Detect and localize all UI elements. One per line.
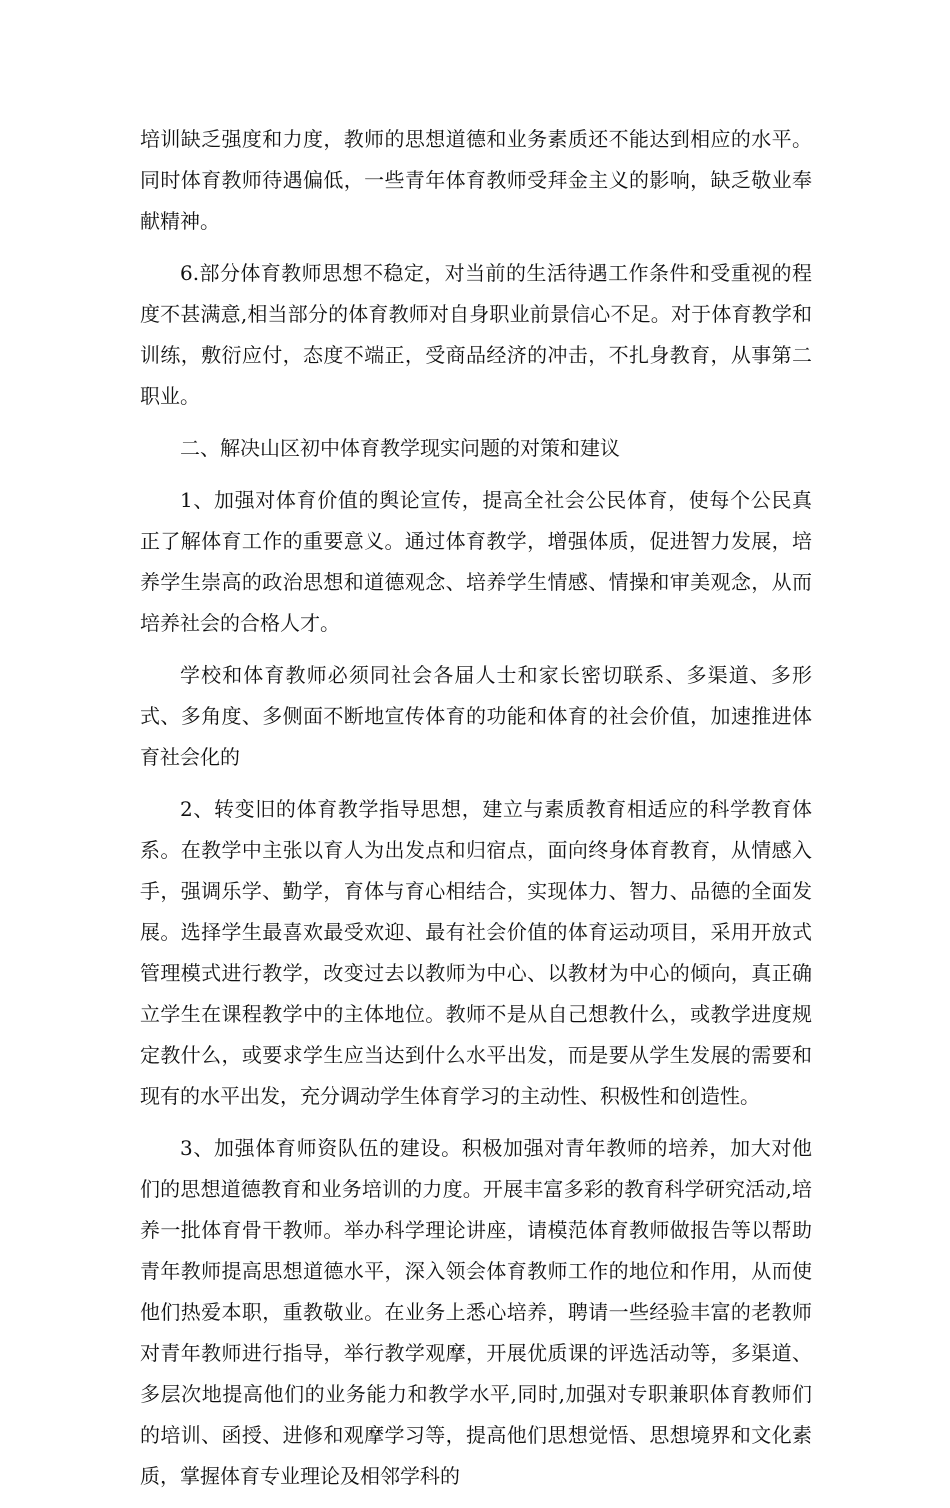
paragraph-item-3: 3、加强体育师资队伍的建设。积极加强对青年教师的培养，加大对他们的思想道德教育和业务培训的力度。开展丰富多彩的教育科学研究活动,培养一批体育骨干教师。举办科学理论讲座，请模范体育教师做报告等以帮助青年教师提高思想道德水平，深入领会体育教师工作的地位和作用，从而使他们热爱本职，重教敬业。在业务上悉心培养，聘请一些经验丰富的老教师对青年教师进行指导，举行教学观摩，开展优质课的评选活动等，多渠道、多层次地提高他们的业务能力和教学水平,同时,加强对专职兼职体育教师们的培训、函授、进修和观摩学习等，提高他们思想觉悟、思想境界和文化素质，掌握体育专业理论及相邻学科的 bbox=[140, 1136, 812, 1488]
paragraph-item-2: 2、转变旧的体育教学指导思想，建立与素质教育相适应的科学教育体系。在教学中主张以育人为出发点和归宿点，面向终身体育教育，从情感入手，强调乐学、勤学，育体与育心相结合，实现体力、智力、品德的全面发展。选择学生最喜欢最受欢迎、最有社会价值的体育运动项目，采用开放式管理模式进行教学，改变过去以教师为中心、以教材为中心的倾向，真正确立学生在课程教学中的主体地位。教师不是从自己想教什么，或教学进度规定教什么，或要求学生应当达到什么水平出发，而是要从学生发展的需要和现有的水平出发，充分调动学生体育学习的主动性、积极性和创造性。 bbox=[140, 797, 812, 1108]
paragraph-school-teachers: 学校和体育教师必须同社会各届人士和家长密切联系、多渠道、多形式、多角度、多侧面不断地宣传体育的功能和体育的社会价值，加速推进体育社会化的 bbox=[140, 663, 812, 769]
document-body bbox=[140, 119, 812, 1508]
paragraph-item-1: 1、加强对体育价值的舆论宣传，提高全社会公民体育，使每个公民真正了解体育工作的重要意义。通过体育教学，增强体质，促进智力发展，培养学生崇高的政治思想和道德观念、培养学生情感、情操和审美观念，从而培养社会的合格人才。 bbox=[140, 488, 812, 635]
paragraph-item-6: 6.部分体育教师思想不稳定，对当前的生活待遇工作条件和受重视的程度不甚满意,相当部分的体育教师对自身职业前景信心不足。对于体育教学和训练，敷衍应付，态度不端正，受商品经济的冲击，不扎身教育，从事第二职业。 bbox=[140, 261, 812, 408]
paragraph-continued: 培训缺乏强度和力度，教师的思想道德和业务素质还不能达到相应的水平。同时体育教师待遇偏低，一些青年体育教师受拜金主义的影响，缺乏敬业奉献精神。 bbox=[140, 127, 812, 233]
section-heading: 二、解决山区初中体育教学现实问题的对策和建议 bbox=[180, 436, 620, 460]
